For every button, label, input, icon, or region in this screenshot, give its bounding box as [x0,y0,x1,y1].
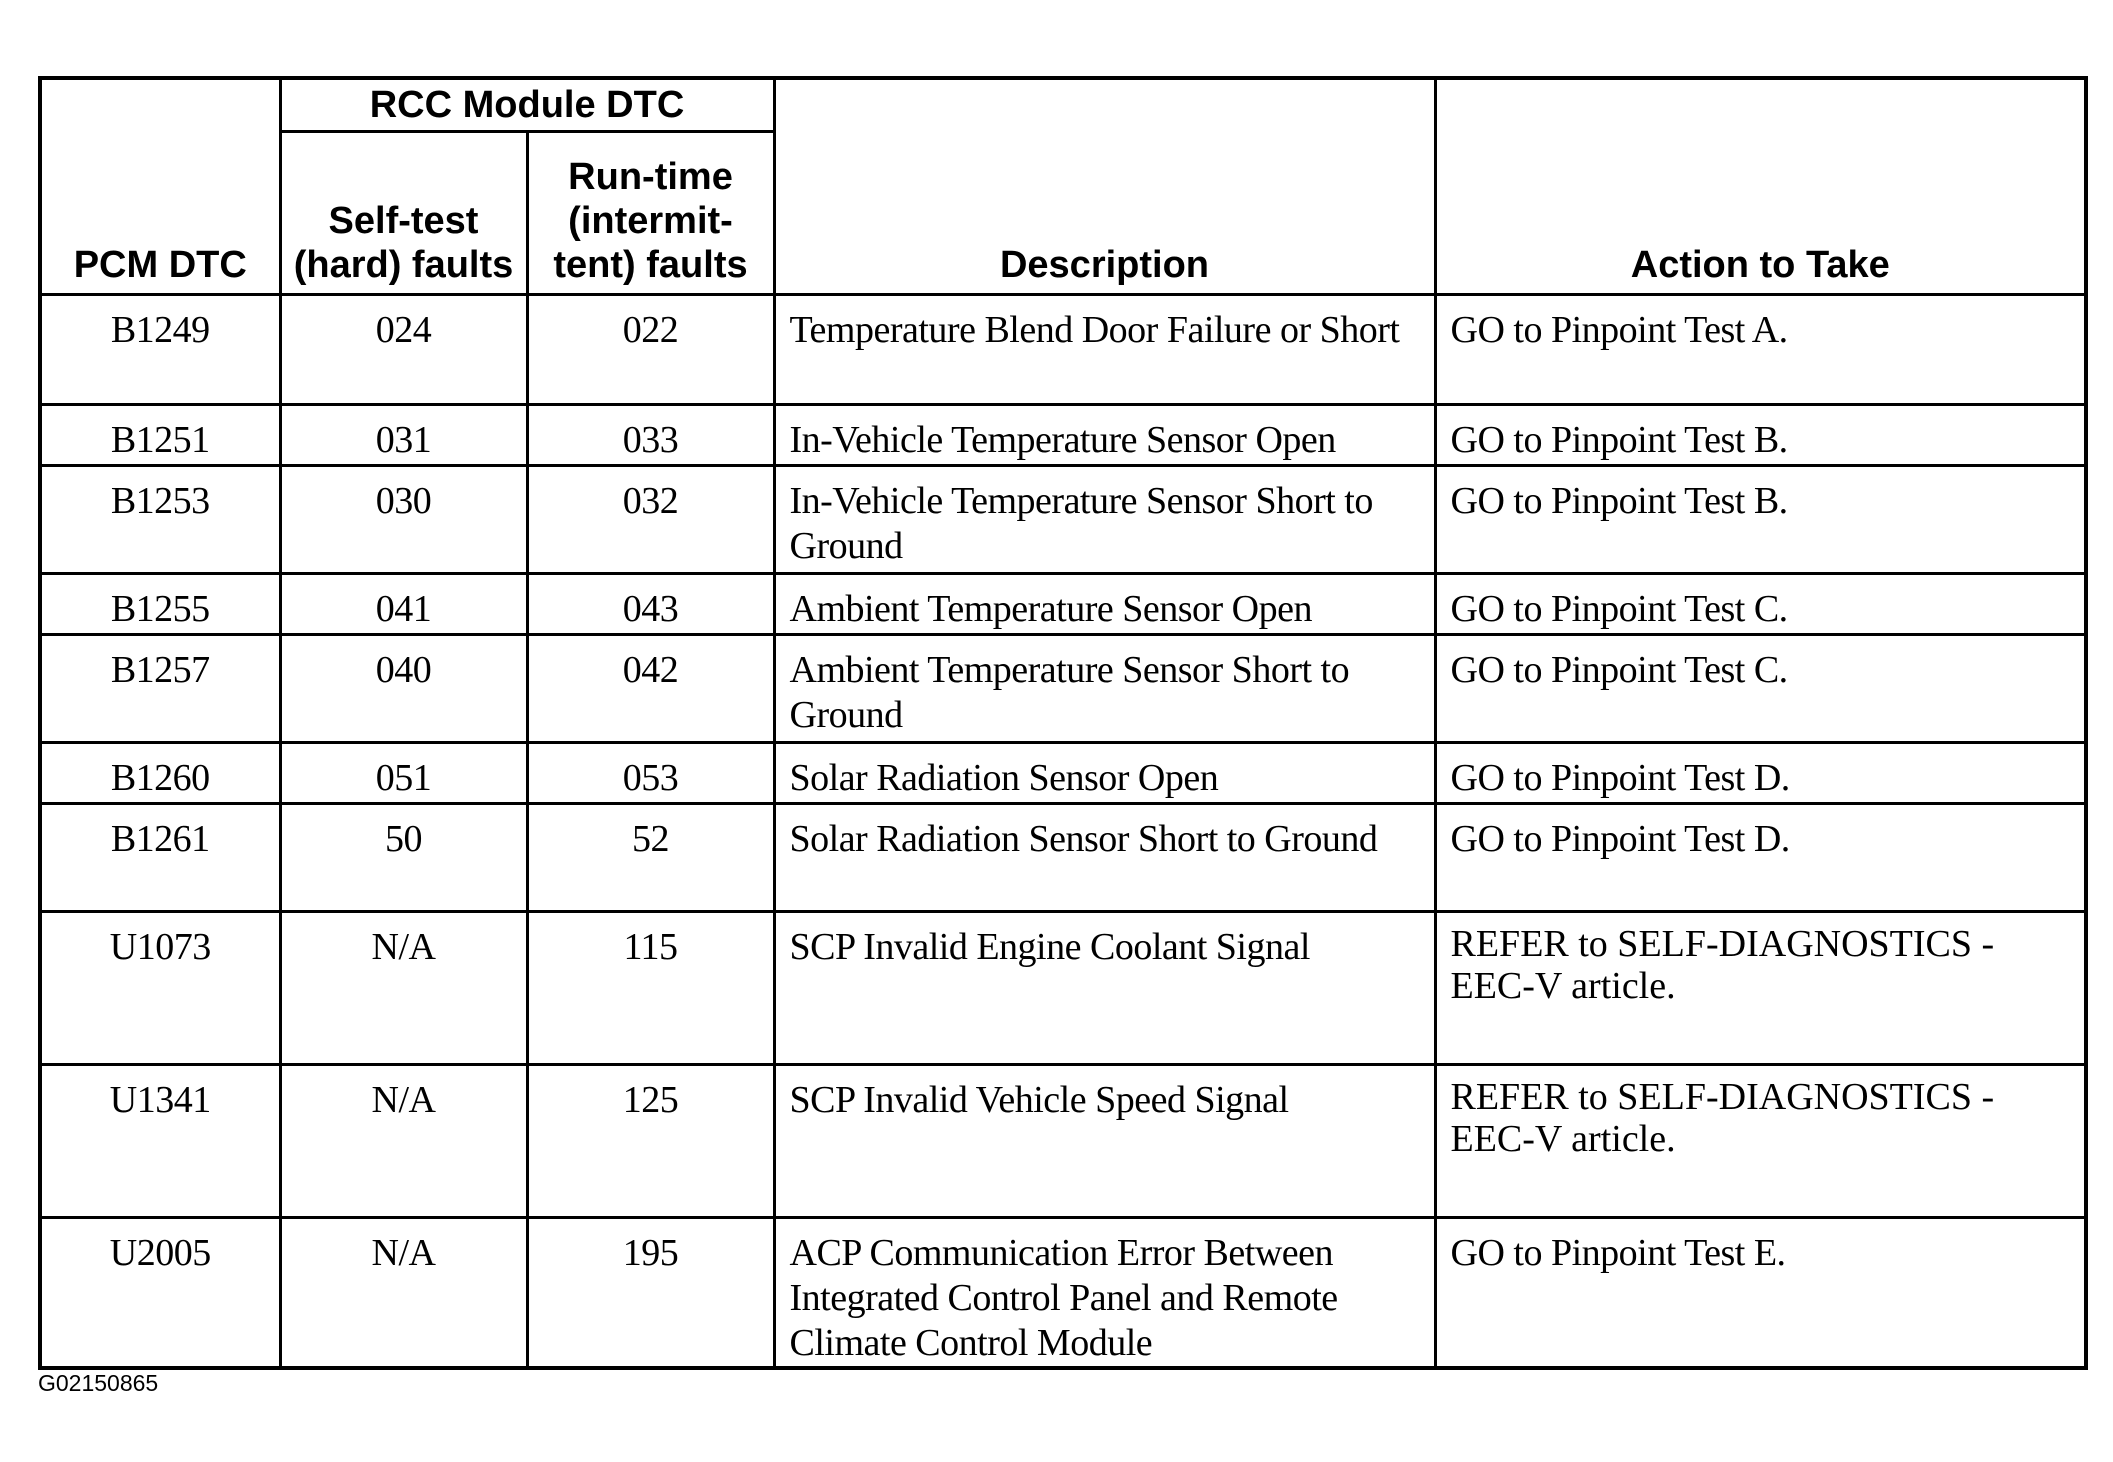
action-cell: GO to Pinpoint Test E. [1435,1218,2086,1369]
header-self-test: Self-test (hard) faults [280,132,527,295]
dtc-table [38,76,2088,1370]
action-cell: REFER to SELF-DIAGNOSTICS - EEC-V article. [1435,912,2086,1065]
table-row [40,405,2086,466]
action-cell: GO to Pinpoint Test C. [1435,574,2086,635]
self-test-cell: 50 [280,804,527,912]
run-time-cell: 032 [527,466,774,574]
pcm-dtc-cell: B1253 [40,466,280,574]
pcm-dtc-cell: B1261 [40,804,280,912]
run-time-cell: 115 [527,912,774,1065]
run-time-cell: 022 [527,295,774,405]
self-test-cell: 041 [280,574,527,635]
run-time-cell: 52 [527,804,774,912]
table-row [40,912,2086,1065]
description-cell: Solar Radiation Sensor Short to Ground [774,804,1435,912]
description-cell: SCP Invalid Vehicle Speed Signal [774,1065,1435,1218]
action-cell: GO to Pinpoint Test D. [1435,804,2086,912]
action-cell: GO to Pinpoint Test C. [1435,635,2086,743]
action-cell: GO to Pinpoint Test A. [1435,295,2086,405]
description-cell: In-Vehicle Temperature Sensor Short to Ground [774,466,1435,574]
pcm-dtc-cell: B1249 [40,295,280,405]
description-cell: SCP Invalid Engine Coolant Signal [774,912,1435,1065]
table-row [40,466,2086,574]
action-cell: GO to Pinpoint Test B. [1435,466,2086,574]
self-test-cell: N/A [280,1218,527,1369]
header-action: Action to Take [1435,78,2086,295]
description-cell: Ambient Temperature Sensor Short to Ground [774,635,1435,743]
self-test-cell: 051 [280,743,527,804]
pcm-dtc-cell: B1251 [40,405,280,466]
action-cell: GO to Pinpoint Test B. [1435,405,2086,466]
description-cell: ACP Communication Error Between Integrated Control Panel and Remote Climate Control Module [774,1218,1435,1369]
header-description: Description [774,78,1435,295]
self-test-cell: 040 [280,635,527,743]
table-row [40,635,2086,743]
header-rcc-module-dtc: RCC Module DTC [280,78,774,132]
pcm-dtc-cell: B1255 [40,574,280,635]
run-time-cell: 125 [527,1065,774,1218]
description-cell: Solar Radiation Sensor Open [774,743,1435,804]
header-pcm-dtc: PCM DTC [40,78,280,295]
table-row [40,1218,2086,1369]
pcm-dtc-cell: B1257 [40,635,280,743]
pcm-dtc-cell: U2005 [40,1218,280,1369]
run-time-cell: 195 [527,1218,774,1369]
run-time-cell: 053 [527,743,774,804]
description-cell: In-Vehicle Temperature Sensor Open [774,405,1435,466]
self-test-cell: N/A [280,912,527,1065]
action-cell: GO to Pinpoint Test D. [1435,743,2086,804]
run-time-cell: 043 [527,574,774,635]
self-test-cell: 031 [280,405,527,466]
figure-id: G02150865 [38,1370,159,1396]
self-test-cell: 024 [280,295,527,405]
table-row [40,804,2086,912]
self-test-cell: N/A [280,1065,527,1218]
table-row [40,743,2086,804]
self-test-cell: 030 [280,466,527,574]
pcm-dtc-cell: U1341 [40,1065,280,1218]
header-run-time: Run-time (intermit- tent) faults [527,132,774,295]
description-cell: Temperature Blend Door Failure or Short [774,295,1435,405]
action-cell: REFER to SELF-DIAGNOSTICS - EEC-V article. [1435,1065,2086,1218]
pcm-dtc-cell: U1073 [40,912,280,1065]
run-time-cell: 033 [527,405,774,466]
description-cell: Ambient Temperature Sensor Open [774,574,1435,635]
table-row [40,1065,2086,1218]
pcm-dtc-cell: B1260 [40,743,280,804]
run-time-cell: 042 [527,635,774,743]
table-row [40,574,2086,635]
table-row [40,295,2086,405]
